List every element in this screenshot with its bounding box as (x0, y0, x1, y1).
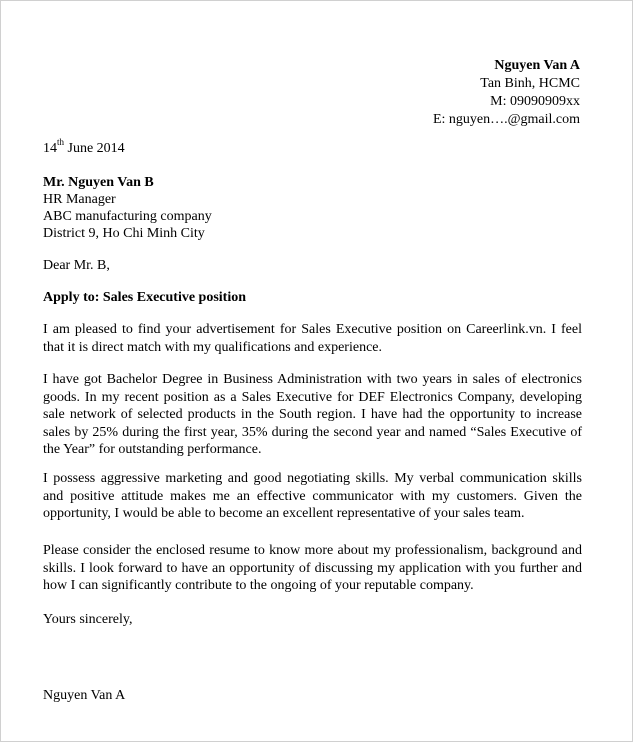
closing: Yours sincerely, (43, 612, 133, 627)
recipient-block (43, 174, 212, 242)
body-paragraph: I am pleased to find your advertisement for Sales Executive position on Careerlink.vn. I feel that it is direct match with my qualifications and experience. (43, 322, 582, 355)
salutation: Dear Mr. B, (43, 258, 110, 273)
sender-name: Nguyen Van A (494, 58, 580, 73)
recipient-name: Mr. Nguyen Van B (43, 175, 154, 190)
letter-date (43, 137, 125, 158)
subject-line: Apply to: Sales Executive position (43, 290, 247, 305)
body-paragraph: I have got Bachelor Degree in Business Administration with two years in sales of electronics goods. In my recent position as a Sales Executive for DEF Electronics Company, developing sale network of selected products in the South region. I have had the opportunity to increase sales by 25% during the first year, 35% during the second year and named “Sales Executive of the Year” for outstanding performance. (43, 372, 582, 458)
date-day: 14 (43, 141, 57, 156)
sender-block (433, 57, 580, 129)
date-month-year: June 2014 (64, 141, 125, 156)
sender-mobile: M: 09090909xx (490, 94, 580, 109)
recipient-company: ABC manufacturing company (43, 209, 212, 224)
recipient-title: HR Manager (43, 192, 116, 207)
signature-name: Nguyen Van A (43, 688, 126, 703)
sender-address: Tan Binh, HCMC (480, 76, 580, 91)
sender-email: E: nguyen….@gmail.com (432, 112, 580, 127)
body-paragraph: Please consider the enclosed resume to know more about my professionalism, background and skills. I look forward to have an opportunity of discussing my application with you further and how I can significantly contribute to the ongoing of your reputable company. (43, 543, 582, 594)
body-paragraph: I possess aggressive marketing and good negotiating skills. My verbal communication skills and positive attitude makes me an effective communicator with my customers. Given the opportunity, I would be able to become an excellent representative of your sales team. (43, 471, 582, 522)
date-suffix: th (57, 137, 65, 148)
recipient-location: District 9, Ho Chi Minh City (43, 226, 205, 241)
